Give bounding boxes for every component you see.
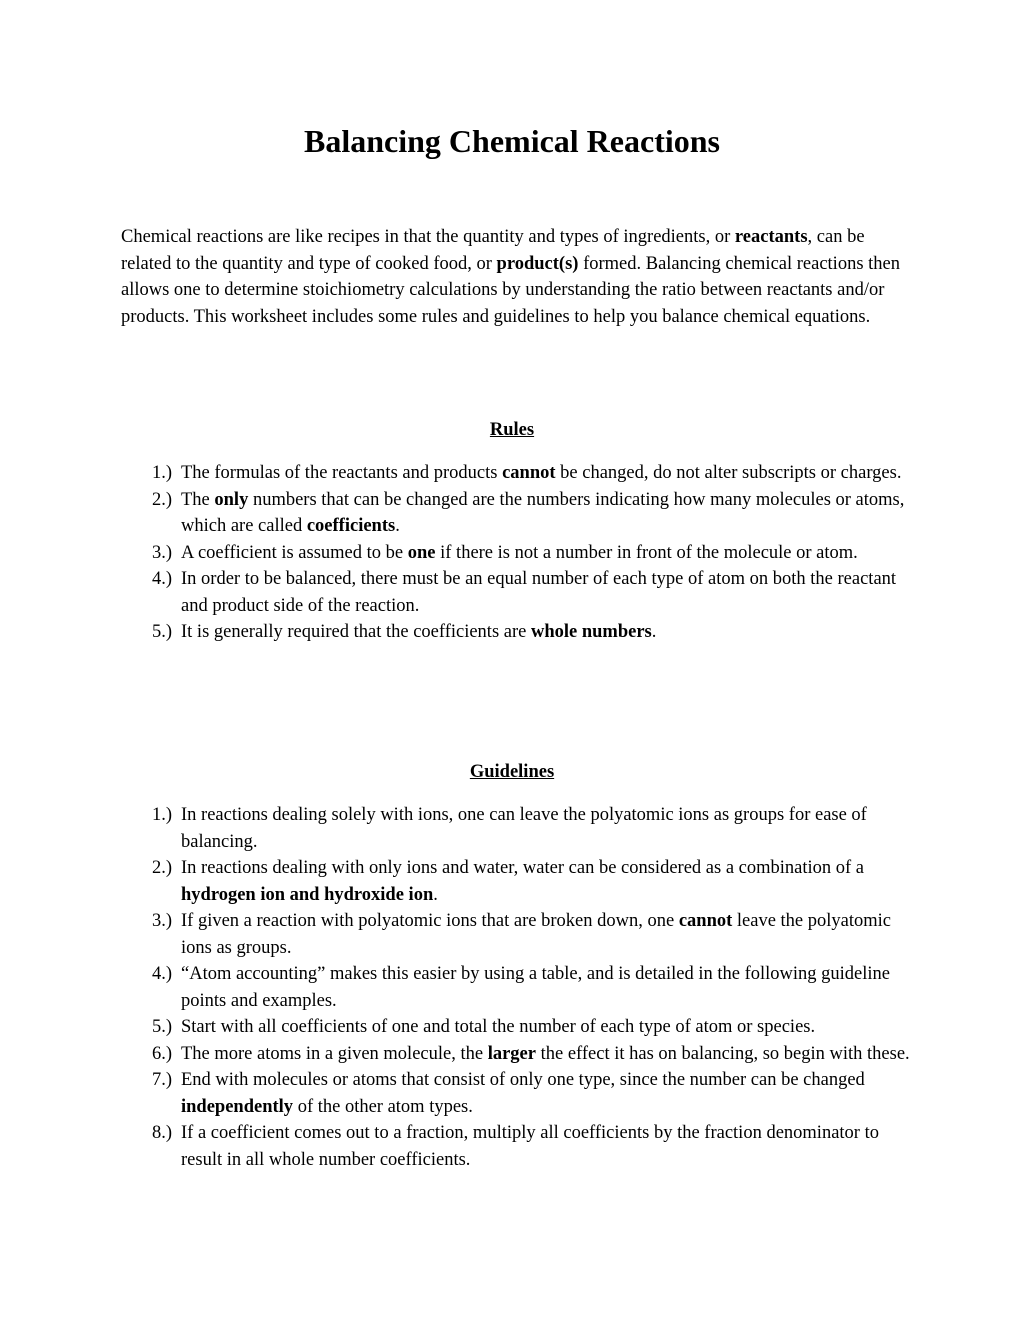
- rule-bold: whole numbers: [530, 622, 652, 642]
- guideline-item: [152, 802, 912, 855]
- rule-text-part: if there is not a number in front of the molecule or atom.: [435, 542, 858, 563]
- guideline-text-part: End with molecules or atoms that consist of only one type, since the number can be changed: [181, 1070, 865, 1090]
- guideline-text: If a coefficient comes out to a fraction, multiply all coefficients by the fraction denominator to result in all whole number coefficients.: [181, 1123, 879, 1170]
- rule-bold: only: [214, 489, 249, 510]
- guideline-number: 2.): [152, 858, 173, 878]
- rule-item: [152, 487, 912, 540]
- guideline-bold: independently: [181, 1096, 294, 1117]
- rule-text-part: It is generally required that the coefficients are: [181, 622, 531, 642]
- guideline-text: In reactions dealing solely with ions, one can leave the polyatomic ions as groups for ease of balancing.: [181, 805, 867, 852]
- rule-number: 4.): [152, 569, 173, 589]
- rule-text-part: .: [395, 516, 400, 536]
- rule-item: [152, 540, 912, 567]
- guideline-item: [152, 1041, 912, 1068]
- rule-bold: coefficients: [306, 516, 396, 536]
- guideline-text: [181, 1067, 912, 1120]
- guideline-text: Start with all coefficients of one and total the number of each type of atom or species.: [181, 1017, 816, 1037]
- guideline-text: [181, 855, 912, 908]
- guideline-number: 8.): [152, 1123, 173, 1143]
- rule-text: [181, 460, 912, 487]
- guideline-number: 3.): [152, 911, 173, 931]
- guideline-bold: larger: [487, 1043, 536, 1064]
- rule-number: 3.): [152, 542, 173, 563]
- intro-bold-products: product(s): [496, 253, 579, 274]
- rule-text: [181, 540, 912, 567]
- guideline-bold: hydrogen ion and hydroxide ion: [181, 884, 434, 905]
- guideline-text: [181, 908, 912, 961]
- intro-bold-reactants: reactants: [734, 227, 808, 247]
- intro-text-2: , can be related to the quantity and type of cooked food, or: [121, 227, 865, 274]
- rule-number: 5.): [152, 622, 173, 642]
- rule-text: [181, 487, 912, 540]
- guideline-text-part: .: [433, 884, 438, 905]
- rule-text-part: numbers that can be changed are the numbers indicating how many molecules or atoms, which are called: [181, 489, 905, 536]
- guideline-item: [152, 961, 912, 1014]
- guidelines-heading: Guidelines: [469, 762, 555, 782]
- guideline-text-part: In reactions dealing with only ions and water, water can be considered as a combination of a: [181, 858, 865, 878]
- rule-text-part: be changed, do not alter subscripts or charges.: [555, 463, 902, 483]
- guideline-number: 7.): [152, 1070, 173, 1090]
- rule-number: 1.): [152, 463, 173, 483]
- guideline-text: [181, 1041, 912, 1068]
- guideline-item: [152, 1120, 912, 1173]
- rule-text: In order to be balanced, there must be an equal number of each type of atom on both the reactant and product side of the reaction.: [181, 569, 897, 616]
- guideline-bold: cannot: [678, 911, 733, 931]
- guideline-number: 4.): [152, 964, 173, 984]
- intro-text-1: Chemical reactions are like recipes in that the quantity and types of ingredients, or: [121, 227, 735, 247]
- guideline-number: 6.): [152, 1043, 173, 1064]
- guideline-text-part: The more atoms in a given molecule, the: [181, 1043, 488, 1064]
- rule-text-part: The formulas of the reactants and products: [181, 463, 503, 483]
- rule-item: [152, 619, 912, 646]
- intro-text-3: formed. Balancing chemical reactions then allows one to determine stoichiometry calculations by understanding the ratio between reactants and/or products. This worksheet includes some rules and guidelines to help you balance chemical equations.: [121, 253, 901, 327]
- rule-number: 2.): [152, 489, 173, 510]
- rule-bold: one: [407, 542, 436, 563]
- guidelines-list: [152, 802, 912, 1173]
- rule-text: [181, 619, 912, 646]
- rule-item: [152, 566, 912, 619]
- guideline-text-part: leave the polyatomic ions as groups.: [181, 911, 891, 958]
- guideline-text-part: of the other atom types.: [293, 1096, 473, 1117]
- guideline-number: 1.): [152, 805, 173, 825]
- intro-paragraph: [121, 224, 911, 330]
- guideline-item: [152, 1067, 912, 1120]
- guideline-text-part: the effect it has on balancing, so begin with these.: [535, 1043, 910, 1064]
- rule-text-part: The: [181, 489, 215, 510]
- page-title: Balancing Chemical Reactions: [304, 123, 720, 159]
- rule-bold: cannot: [502, 463, 556, 483]
- rule-item: [152, 460, 912, 487]
- rules-heading: Rules: [489, 420, 535, 440]
- guideline-item: [152, 855, 912, 908]
- guideline-item: [152, 1014, 912, 1041]
- guideline-text: “Atom accounting” makes this easier by using a table, and is detailed in the following guideline points and examples.: [181, 964, 890, 1011]
- guideline-number: 5.): [152, 1017, 173, 1037]
- rule-text-part: A coefficient is assumed to be: [181, 542, 408, 563]
- guideline-text-part: If given a reaction with polyatomic ions that are broken down, one: [181, 911, 679, 931]
- guideline-item: [152, 908, 912, 961]
- rules-list: [152, 460, 912, 646]
- rule-text-part: .: [651, 622, 657, 642]
